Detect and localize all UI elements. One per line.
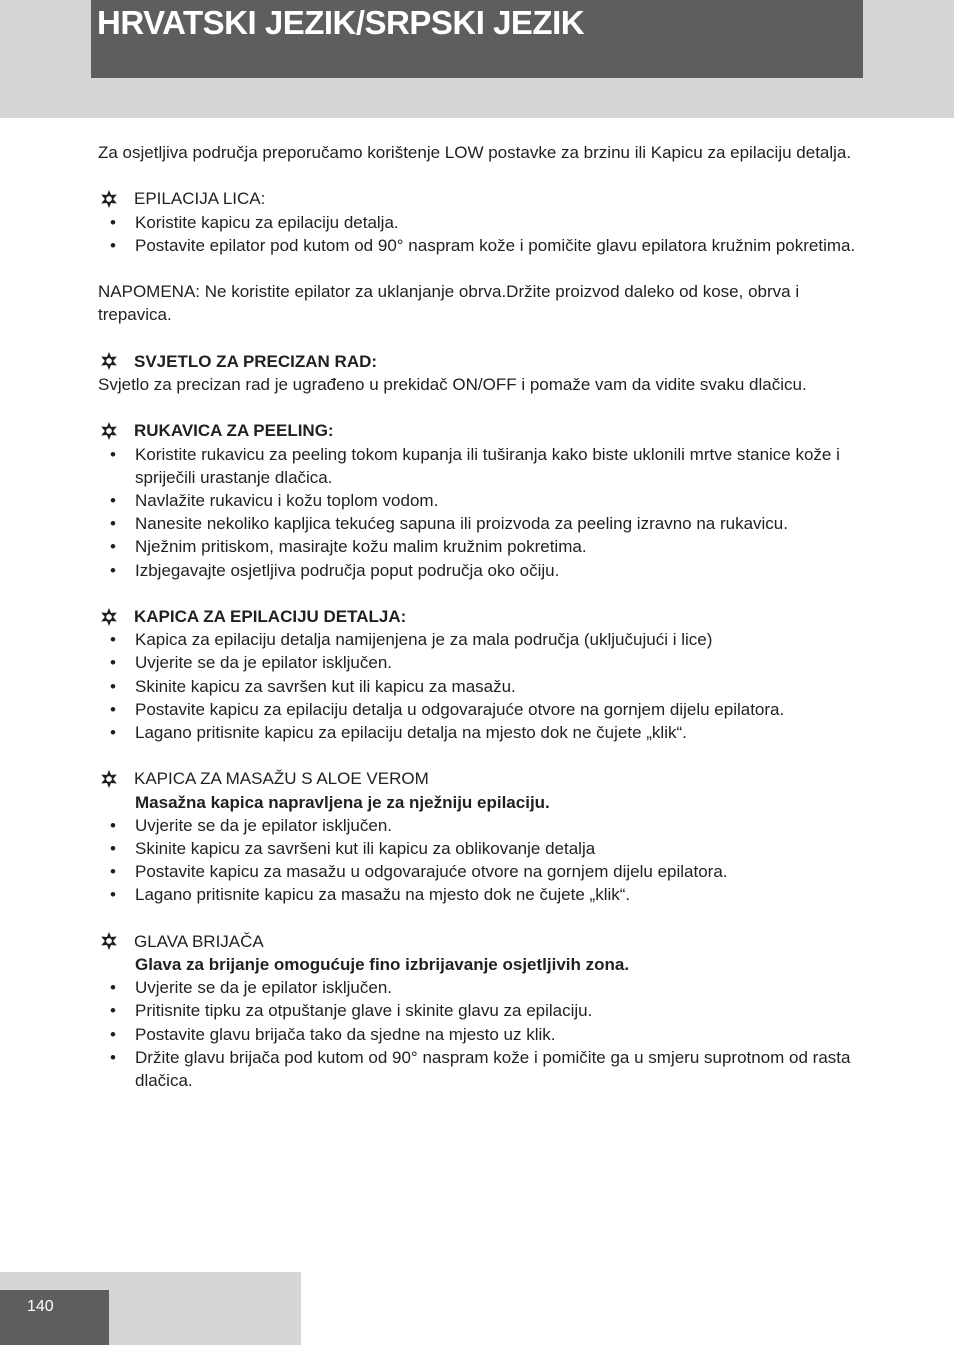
- list-item: • Postavite kapicu za masažu u odgovarajuće otvore na gornjem dijelu epilatora.: [98, 860, 858, 883]
- list-item: • Postavite epilator pod kutom od 90° naspram kože i pomičite glavu epilatora kružnim pokretima.: [98, 234, 858, 257]
- star-icon: [100, 932, 118, 950]
- list-item: • Držite glavu brijača pod kutom od 90° naspram kože i pomičite ga u smjeru suprotnom od rasta dlačica.: [110, 1047, 851, 1091]
- star-icon: [100, 608, 118, 626]
- list-item: • Nanesite nekoliko kapljica tekućeg sapuna ili proizvoda za peeling izravno na rukavicu.: [98, 512, 858, 535]
- bullet-icon: •: [110, 537, 116, 557]
- section-heading-precision-cap: [98, 605, 858, 628]
- bullet-icon: •: [110, 1047, 116, 1067]
- bullet-icon: •: [110, 1024, 116, 1044]
- section-heading-massage-cap: [98, 767, 858, 790]
- bullet-list: [98, 211, 858, 257]
- light-paragraph: Svjetlo za precizan rad je ugrađeno u prekidač ON/OFF i pomaže vam da vidite svaku dlačicu.: [98, 374, 807, 394]
- list-item: • Nježnim pritiskom, masirajte kožu malim kružnim pokretima.: [98, 535, 858, 558]
- bullet-icon: •: [110, 723, 116, 742]
- bullet-icon: •: [110, 514, 116, 534]
- bullet-list: [98, 628, 858, 744]
- bullet-icon: •: [110, 676, 116, 696]
- bullet-icon: •: [110, 560, 116, 580]
- page-title: HRVATSKI JEZIK/SRPSKI JEZIK: [97, 4, 585, 41]
- list-item: • Pritisnite tipku za otpuštanje glave i skinite glavu za epilaciju.: [98, 999, 858, 1022]
- header-title-box: [91, 0, 863, 78]
- section-title: GLAVA BRIJAČA: [134, 931, 264, 951]
- intro-paragraph: Za osjetljiva područja preporučamo korištenje LOW postavke za brzinu ili Kapicu za epilaciju detalja.: [98, 143, 852, 162]
- list-item: • Skinite kapicu za savršen kut ili kapicu za masažu.: [98, 675, 858, 698]
- bullet-list: [98, 443, 858, 582]
- star-icon: [100, 422, 118, 440]
- section-subtitle: Glava za brijanje omogućuje fino izbrijavanje osjetljivih zona.: [135, 955, 630, 974]
- bullet-icon: •: [110, 815, 116, 835]
- list-item: • Skinite kapicu za savršeni kut ili kapicu za oblikovanje detalja: [98, 837, 858, 860]
- list-item: • Navlažite rukavicu i kožu toplom vodom.: [98, 489, 858, 512]
- bullet-icon: •: [110, 862, 116, 882]
- section-heading-light: [98, 350, 858, 373]
- bullet-icon: •: [110, 630, 116, 650]
- bullet-icon: •: [110, 235, 116, 255]
- page-number: 140: [27, 1298, 54, 1315]
- bullet-icon: •: [110, 885, 116, 905]
- note-paragraph: NAPOMENA: Ne koristite epilator za uklanjanje obrva.Držite proizvod daleko od kose, obrva i trepavica.: [98, 282, 800, 325]
- bullet-list: [98, 814, 858, 907]
- list-item: • Koristite kapicu za epilaciju detalja.: [98, 211, 858, 234]
- star-icon: [100, 190, 118, 208]
- list-item: • Uvjerite se da je epilator isključen.: [98, 814, 858, 837]
- bullet-list: [98, 976, 858, 1092]
- page-content: [98, 141, 858, 1092]
- section-title: SVJETLO ZA PRECIZAN RAD:: [134, 351, 378, 371]
- bullet-icon: •: [110, 212, 116, 232]
- list-item: • Postavite glavu brijača tako da sjedne na mjesto uz klik.: [98, 1023, 858, 1046]
- section-title: EPILACIJA LICA:: [134, 189, 266, 209]
- section-heading-face: [98, 187, 858, 210]
- list-item: • Postavite kapicu za epilaciju detalja u odgovarajuće otvore na gornjem dijelu epilatora.: [98, 698, 858, 721]
- star-icon: [100, 352, 118, 370]
- list-item: • Izbjegavajte osjetljiva područja poput područja oko očiju.: [98, 559, 858, 582]
- bullet-icon: •: [110, 490, 116, 510]
- bullet-icon: •: [110, 699, 116, 719]
- list-item: • Uvjerite se da je epilator isključen.: [98, 976, 858, 999]
- bullet-icon: •: [110, 444, 116, 464]
- section-heading-shaver-head: [98, 930, 858, 953]
- section-title: KAPICA ZA MASAŽU S ALOE VEROM: [134, 769, 429, 789]
- section-title: RUKAVICA ZA PEELING:: [134, 421, 334, 441]
- list-item: • Lagano pritisnite kapicu za masažu na mjesto dok ne čujete „klik“.: [98, 883, 858, 906]
- section-title: KAPICA ZA EPILACIJU DETALJA:: [134, 606, 407, 626]
- bullet-icon: •: [110, 839, 116, 858]
- section-heading-glove: [98, 419, 858, 442]
- list-item: • Lagano pritisnite kapicu za epilaciju detalja na mjesto dok ne čujete „klik“.: [98, 721, 858, 744]
- section-subtitle: Masažna kapica napravljena je za nježniju epilaciju.: [135, 792, 550, 812]
- bullet-icon: •: [110, 978, 116, 998]
- bullet-icon: •: [110, 653, 116, 673]
- bullet-icon: •: [110, 1001, 116, 1021]
- list-item: • Kapica za epilaciju detalja namijenjena je za mala područja (uključujući i lice): [98, 628, 858, 651]
- star-icon: [100, 770, 118, 788]
- page-number-box: [0, 1290, 109, 1345]
- list-item: • Uvjerite se da je epilator isključen.: [98, 651, 858, 674]
- list-item: • Koristite rukavicu za peeling tokom kupanja ili tuširanja kako biste uklonili mrtve stanice kože i spriječili urastanje dlačica.: [110, 444, 840, 487]
